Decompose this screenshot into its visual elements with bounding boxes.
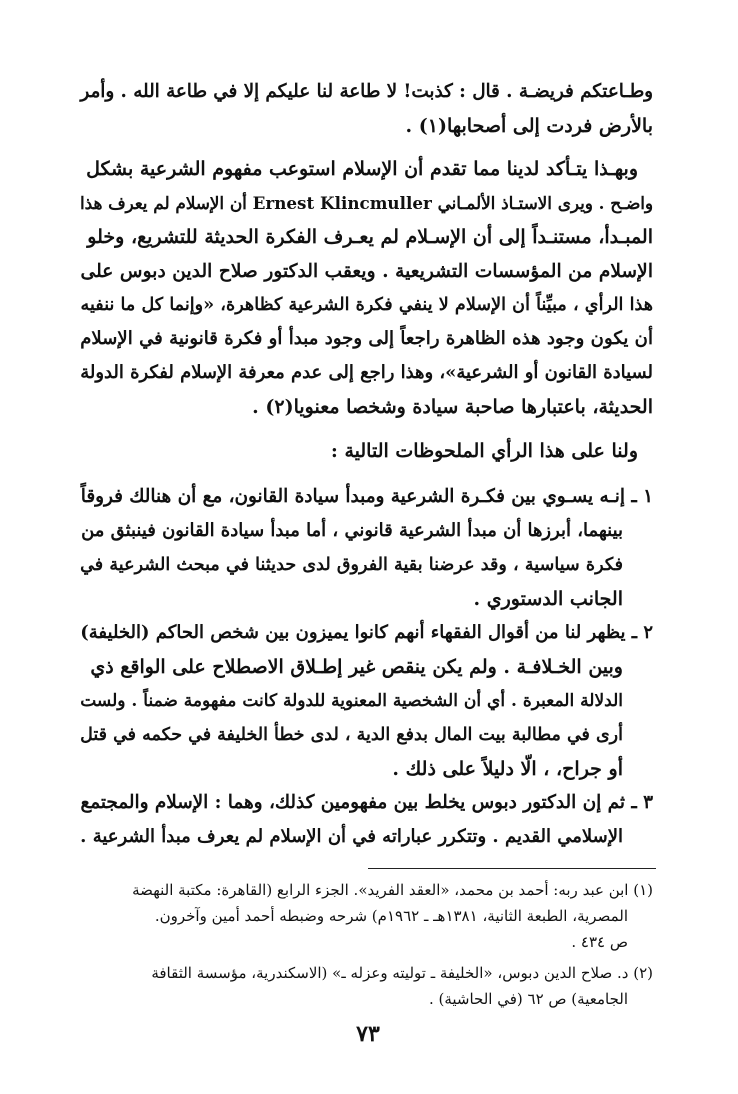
body-line: أن يكون وجود هذه الظاهرة راجعاً إلى وجود مبدأ أو فكرة قانونية في الإسلام	[80, 328, 653, 349]
list-item-3: ٣ ـ ثم إن الدكتور دبوس يخلط بين مفهومين كذلك، وهما : الإسلام والمجتمع	[80, 792, 653, 813]
body-line: وبهـذا يتـأكد لدينا مما تقدم أن الإسلام استوعب مفهوم الشرعية بشكل	[86, 158, 638, 180]
body-line: الحديثة، باعتبارها صاحبة سيادة وشخصا معنويا(٢) .	[252, 396, 653, 418]
body-line: الإسلامي القديم . وتتكرر عباراته في أن الإسلام لم يعرف مبدأ الشرعية .	[80, 826, 623, 847]
body-line: واضـح . ويرى الاستـاذ الألمـاني Ernest Klincmuller أن الإسلام لم يعرف هذا	[80, 193, 653, 213]
body-line: أو جراح، ، الّا دليلاً على ذلك .	[392, 758, 623, 780]
body-line: وطـاعتكم فريضـة . قال : كذبت! لا طاعة لنا عليكم إلا في طاعة الله . وأمر	[80, 81, 653, 102]
body-line: الجانب الدستوري .	[473, 588, 623, 610]
footnote-line: ص ٤٣٤ .	[571, 933, 628, 951]
body-line: ولنا على هذا الرأي الملحوظات التالية :	[330, 440, 638, 462]
body-line: بالأرض فردت إلى أصحابها(١) .	[405, 115, 653, 137]
body-line: المبـدأ، مستنـداً إلى أن الإسـلام لم يعـرف الفكرة الحديثة للتشريع، وخلو	[87, 226, 653, 248]
body-line: أرى في مطالبة بيت المال بدفع الدية ، لدى خطأ الخليفة في حكمه في قتل	[80, 725, 623, 745]
footnote-line: المصرية، الطبعة الثانية، ١٣٨١هـ ـ ١٩٦٢م) شرحه وضبطه أحمد أمين وآخرون.	[154, 907, 628, 925]
footnote-line: (١) ابن عبد ربه: أحمد بن محمد، «العقد الفريد». الجزء الرابع (القاهرة: مكتبة النهضة	[132, 881, 653, 899]
body-line: فكرة سياسية ، وقد عرضنا بقية الفروق لدى حديثنا في مبحث الشرعية في	[80, 554, 623, 575]
body-line: هذا الرأي ، مبيِّناً أن الإسلام لا ينفي فكرة الشرعية كظاهرة، «وإنما كل ما ننفيه	[80, 294, 653, 315]
body-line: وبين الخـلافـة . ولم يكن ينقص غير إطـلاق الاصطلاح على الواقع ذي	[90, 656, 623, 678]
page-number: ٧٣	[356, 1021, 380, 1047]
list-item-1: ١ ـ إنـه يسـوي بين فكـرة الشرعية ومبدأ سيادة القانون، مع أن هنالك فروقاً	[80, 486, 653, 507]
body-line: بينهما، أبرزها أن مبدأ الشرعية قانوني ، أما مبدأ سيادة القانون فينبثق من	[81, 520, 623, 541]
body-line: الدلالة المعبرة . أي أن الشخصية المعنوية للدولة كانت مفهومة ضمناً . ولست	[80, 691, 623, 711]
footnote-line: (٢) د. صلاح الدين دبوس، «الخليفة ـ توليته وعزله ـ» (الاسكندرية، مؤسسة الثقافة	[151, 964, 653, 982]
footnote-line: الجامعية) ص ٦٢ (في الحاشية) .	[428, 990, 628, 1008]
body-line: الإسلام من المؤسسات التشريعية . ويعقب الدكتور صلاح الدين دبوس على	[80, 260, 653, 282]
body-line: لسيادة القانون أو الشرعية»، وهذا راجع إلى عدم معرفة الإسلام لفكرة الدولة	[80, 362, 653, 383]
footnote-divider	[368, 868, 656, 869]
list-item-2: ٢ ـ يظهر لنا من أقوال الفقهاء أنهم كانوا يميزون بين شخص الحاكم (الخليفة)	[80, 622, 653, 643]
